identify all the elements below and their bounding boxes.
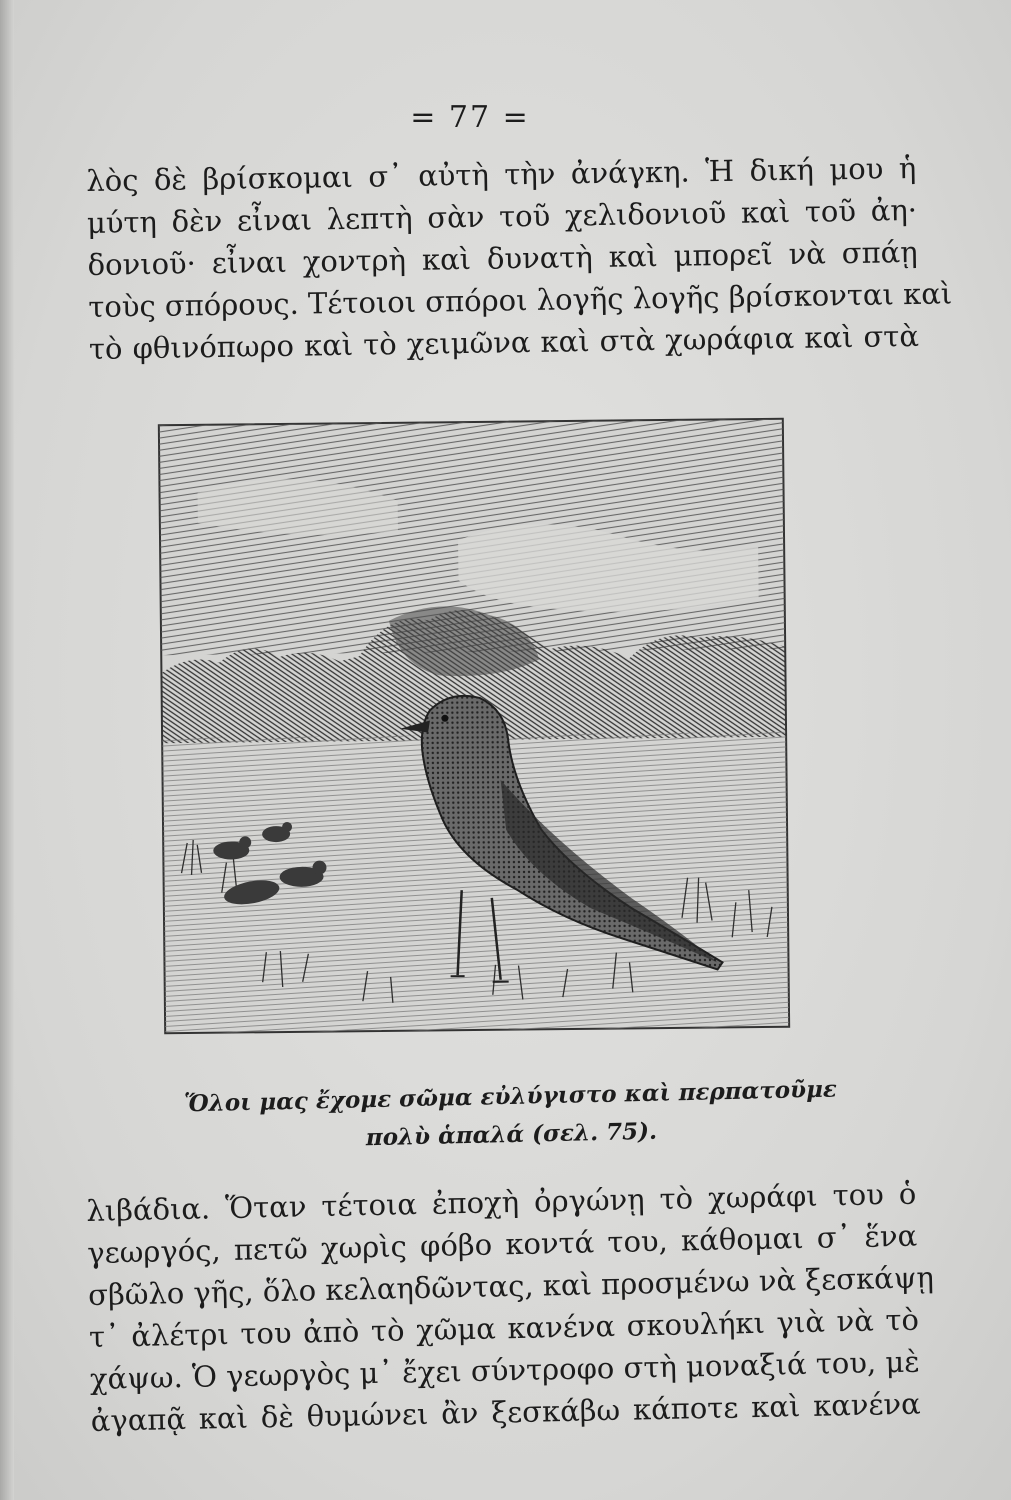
text-block-top (86, 147, 953, 370)
page-number: = 77 = (410, 100, 530, 135)
text-line: σβῶλο γῆς, ὅλο κελαηδῶντας, καὶ προσμένω νὰ ξεσκάψῃ (87, 1260, 935, 1312)
illustration-caption (175, 1070, 847, 1161)
text-line: ἀγαπᾷ καὶ δὲ θυμώνει ἂν ξεσκάβω κάποτε καὶ κανένα (90, 1386, 922, 1438)
text-line: τὸ φθινόπωρο καὶ τὸ χειμῶνα καὶ στὰ χωράφια καὶ στὰ (88, 318, 920, 366)
bird-engraving-icon (157, 417, 791, 1036)
text-line: λιβάδια. Ὅταν τέτοια ἐποχὴ ὀργώνῃ τὸ χωράφι του ὁ (86, 1176, 917, 1228)
page-gutter (0, 0, 14, 1500)
text-line: δονιοῦ· εἶναι χοντρὴ καὶ δυνατὴ καὶ μπορεῖ νὰ σπάῃ (87, 234, 918, 282)
text-line: χάψω. Ὁ γεωργὸς μ᾽ ἔχει σύντροφο στὴ μοναξιά του, μὲ (89, 1344, 921, 1396)
text-line: λὸς δὲ βρίσκομαι σ᾽ αὐτὴ τὴν ἀνάγκη. Ἡ δική μου ἡ (86, 150, 917, 198)
text-line: τ᾽ ἀλέτρι του ἀπὸ τὸ χῶμα κανένα σκουλήκι γιὰ νὰ τὸ (88, 1302, 920, 1354)
bird-engraving-illustration (157, 417, 791, 1036)
text-line: τοὺς σπόρους. Τέτοιοι σπόροι λογῆς λογῆς βρίσκονται καὶ (88, 276, 953, 324)
caption-line: πολὺ ἁπαλά (σελ. 75). (365, 1117, 658, 1152)
text-block-bottom (86, 1173, 935, 1442)
text-line: μύτη δὲν εἶναι λεπτὴ σὰν τοῦ χελιδονιοῦ καὶ τοῦ ἀη· (86, 192, 918, 240)
caption-line: Ὅλοι μας ἔχομε σῶμα εὐλύγιστο καὶ περπατοῦμε (183, 1075, 838, 1118)
text-line: γεωργός, πετῶ χωρὶς φόβο κοντά του, κάθομαι σ᾽ ἕνα (86, 1218, 918, 1270)
